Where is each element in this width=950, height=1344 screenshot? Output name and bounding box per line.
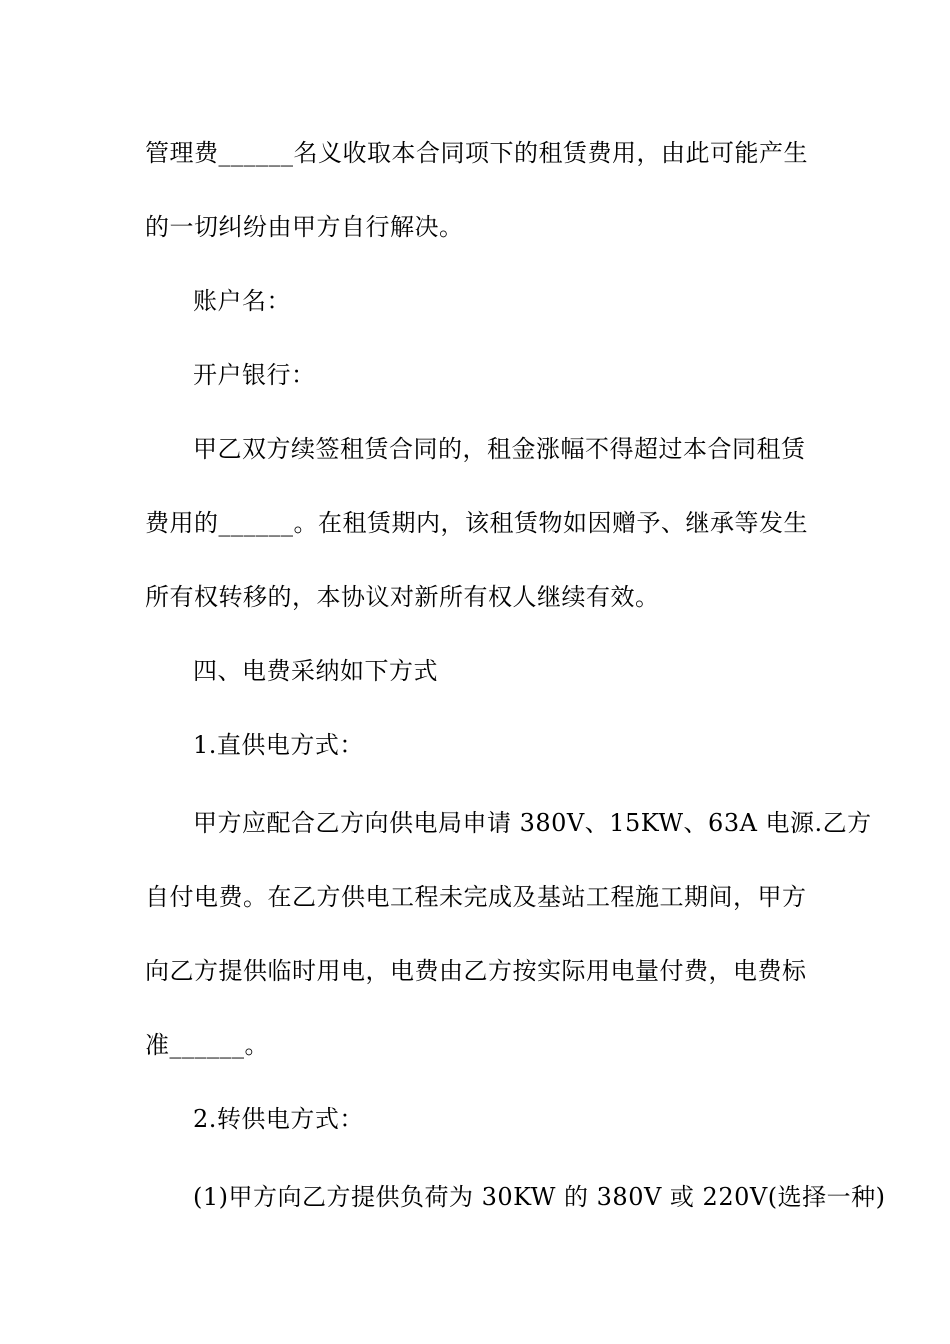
- subheading-transfer-supply: 2.转供电方式：: [193, 1105, 364, 1133]
- text-line-1: 管理费______名义收取本合同项下的租赁费用，由此可能产生: [145, 139, 808, 167]
- text-line-6: 费用的______。在租赁期内，该租赁物如因赠予、继承等发生: [145, 509, 808, 537]
- text-line-5: 甲乙双方续签租赁合同的，租金涨幅不得超过本合同租赁: [193, 435, 806, 463]
- text-line-13: 准______。: [145, 1031, 269, 1059]
- subheading-direct-supply: 1.直供电方式：: [193, 731, 364, 759]
- text-line-2: 的一切纠纷由甲方自行解决。: [145, 213, 464, 241]
- text-line-7: 所有权转移的，本协议对新所有权人继续有效。: [145, 583, 660, 611]
- text-line-10: 甲方应配合乙方向供电局申请 380V、15KW、63A 电源.乙方: [193, 809, 872, 837]
- text-line-12: 向乙方提供临时用电，电费由乙方按实际用电量付费，电费标: [145, 957, 807, 985]
- account-name-label: 账户名：: [193, 287, 291, 315]
- text-line-11: 自付电费。在乙方供电工程未完成及基站工程施工期间，甲方: [145, 883, 807, 911]
- text-line-15: (1)甲方向乙方提供负荷为 30KW 的 380V 或 220V(选择一种): [193, 1183, 886, 1211]
- bank-label: 开户银行：: [193, 361, 316, 389]
- section-heading-electricity: 四、电费采纳如下方式: [193, 657, 438, 685]
